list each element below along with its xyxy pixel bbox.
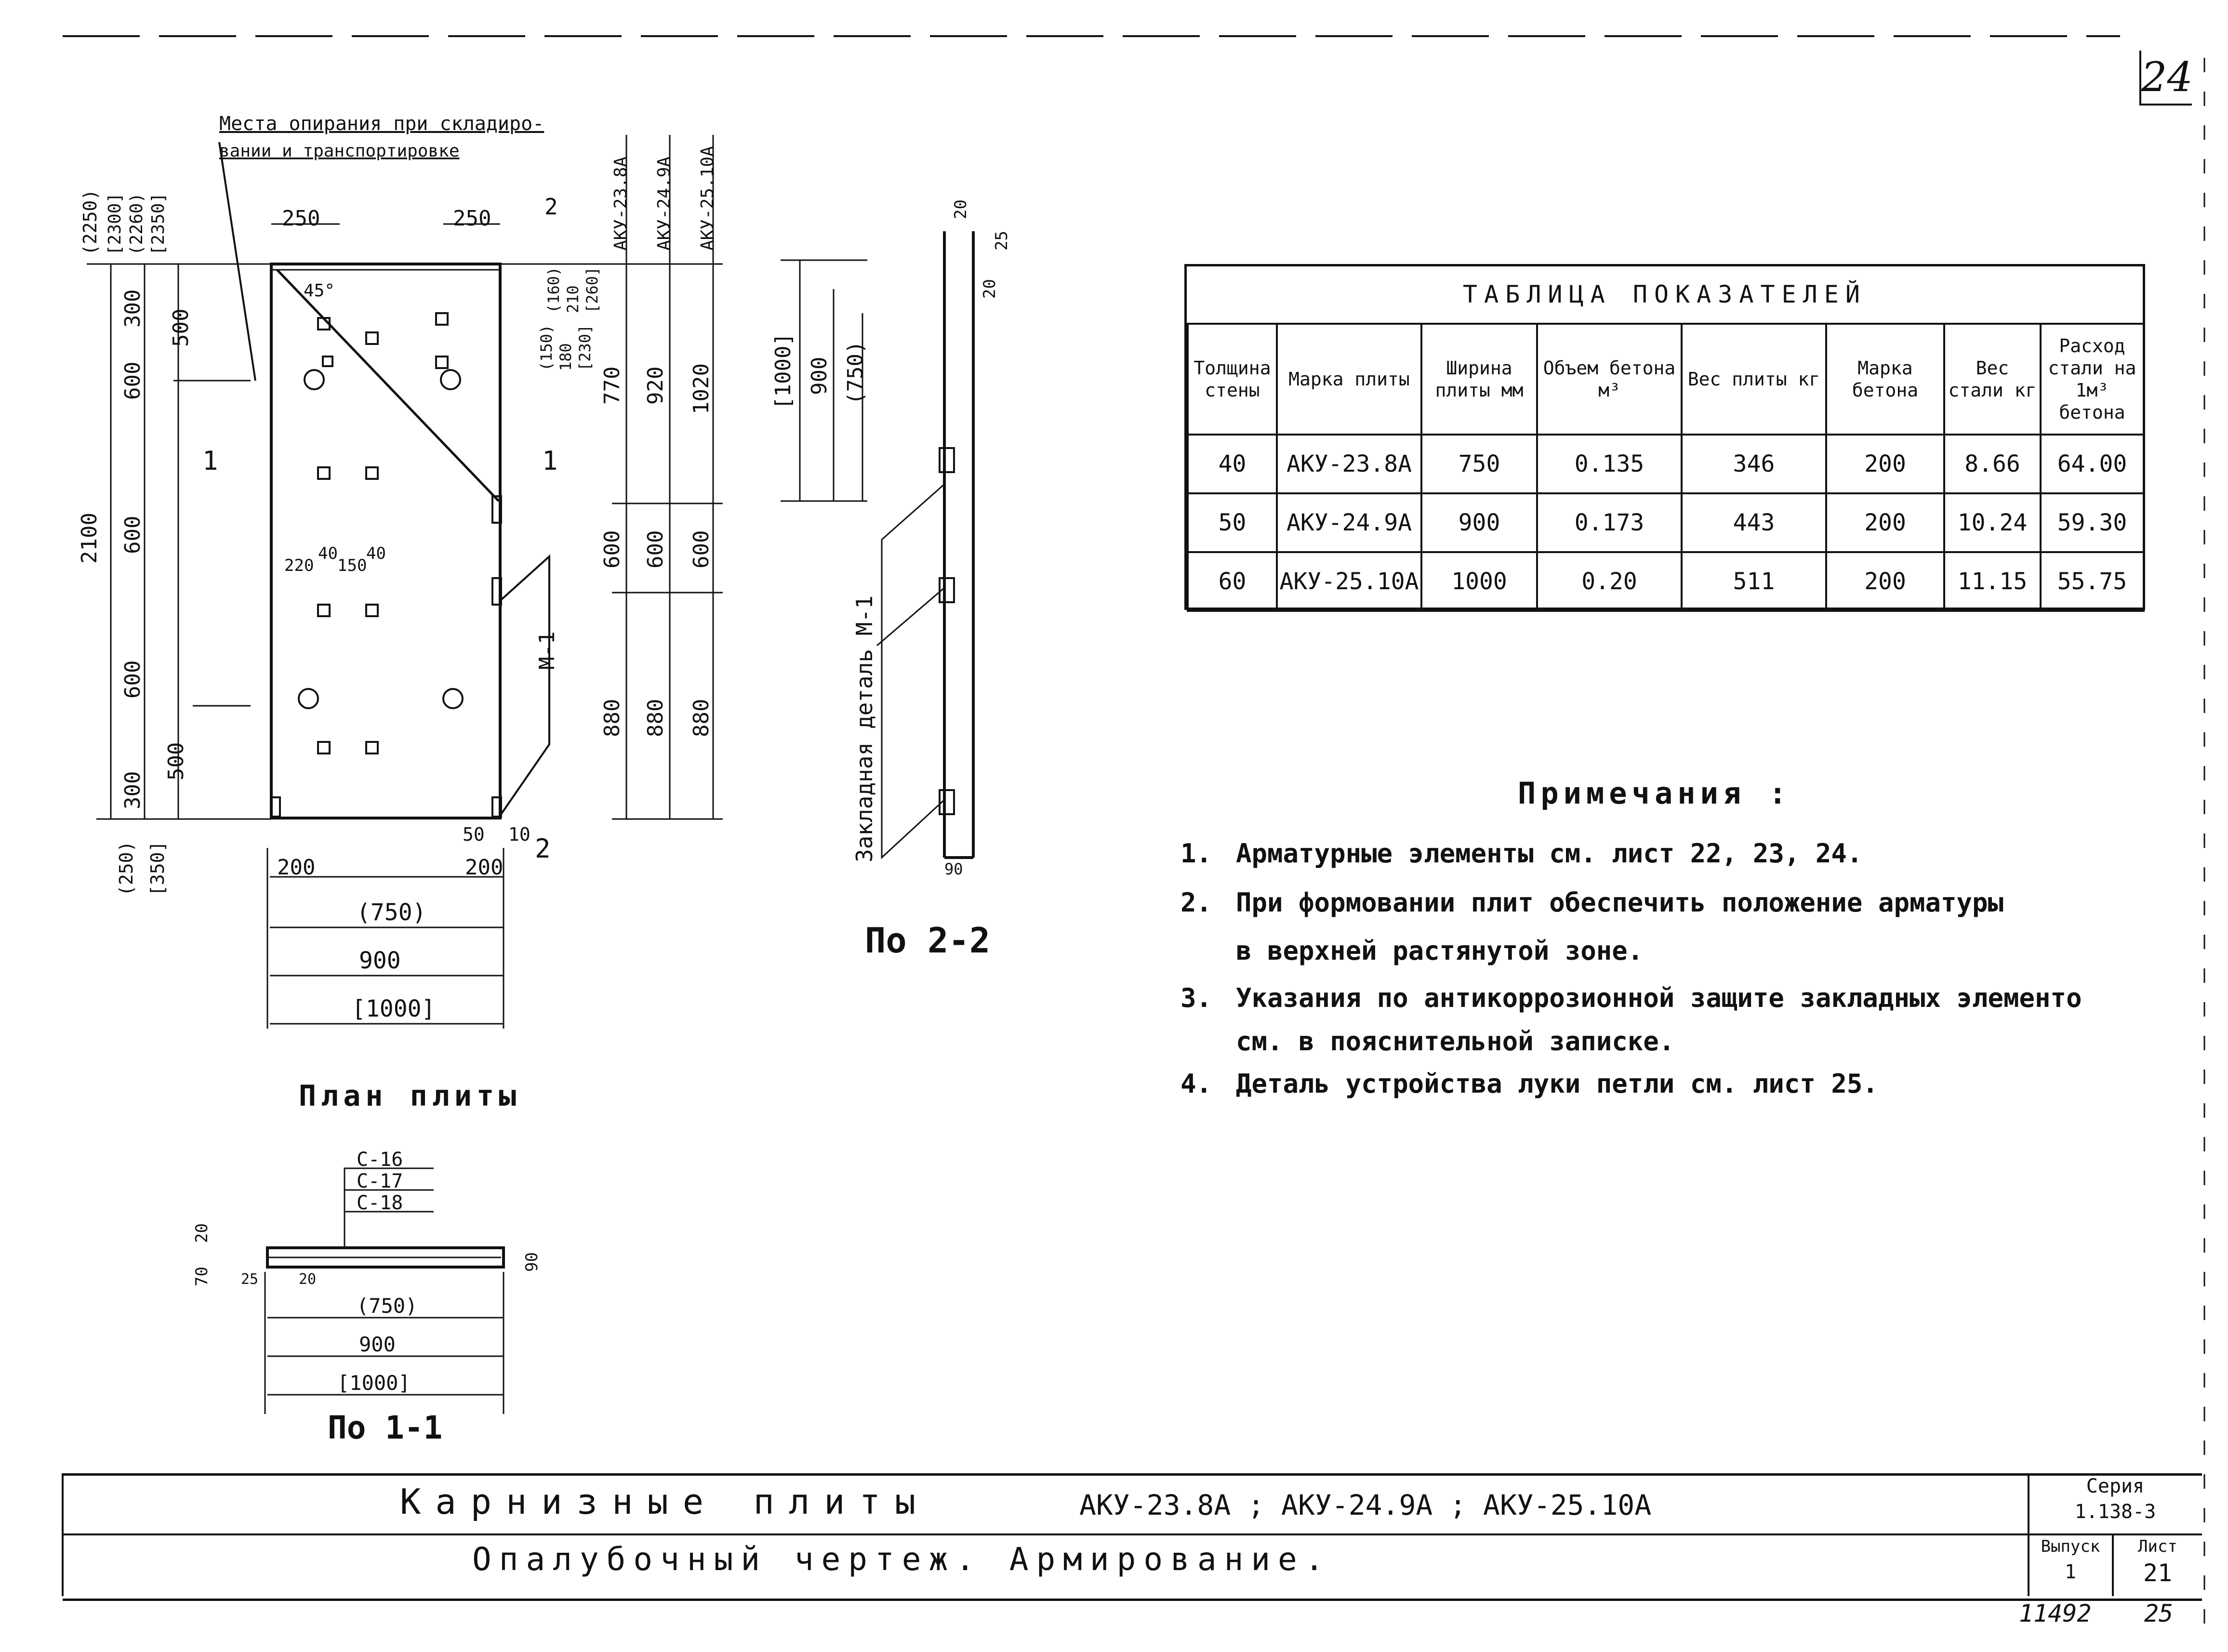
issue-label: Выпуск (2041, 1537, 2100, 1556)
s11-label-c16: С-16 (357, 1149, 403, 1171)
cell: АКУ-23.8А (1277, 435, 1421, 493)
s22-dim-25: 25 (992, 231, 1011, 251)
sheet-number: 24 (2139, 51, 2192, 106)
inner-dim-220: 220 (284, 556, 314, 575)
right-dim-210: 210 (564, 285, 582, 313)
right-dim-1020: 1020 (689, 363, 714, 414)
plan-angle: 45° (304, 281, 335, 301)
diagonal-line (277, 270, 499, 501)
s11-dim-25: 25 (241, 1271, 259, 1288)
sheet-value: 21 (2143, 1559, 2173, 1587)
embedded-mark-plan: М-1 (535, 631, 559, 670)
s11-dim-900: 900 (359, 1333, 396, 1356)
cell: 200 (1826, 493, 1944, 552)
th-concrete-grade: Марка бетона (1826, 324, 1944, 435)
note-3 (1180, 983, 2082, 1013)
note-2 (1180, 887, 2003, 918)
cell: 200 (1826, 435, 1944, 493)
s22-dim-900: 900 (807, 357, 832, 395)
cell: 0.173 (1537, 493, 1682, 552)
left-dim-c: (2260) (127, 192, 146, 255)
series-label: Серия (2086, 1475, 2145, 1497)
right-dim-160: (160) (544, 266, 563, 313)
right-dim-880-c: 880 (689, 699, 714, 737)
s11-label-c17: С-17 (357, 1170, 403, 1192)
note-4-text: Деталь устройства луки петли см. лист 25. (1236, 1069, 1878, 1099)
s11-dim-90: 90 (522, 1252, 542, 1272)
cell: 511 (1682, 552, 1826, 611)
cell: 346 (1682, 435, 1826, 493)
cell: 750 (1421, 435, 1537, 493)
table-row (1188, 552, 2144, 611)
cell: 50 (1188, 493, 1277, 552)
right-dim-880-a: 880 (600, 699, 624, 737)
section-1-1-caption: По 1-1 (328, 1409, 443, 1446)
s11-label-c18: С-18 (357, 1192, 403, 1214)
s22-dim-20-top: 20 (951, 199, 970, 219)
cell: 200 (1826, 552, 1944, 611)
cell: 10.24 (1944, 493, 2041, 552)
cell: 11.15 (1944, 552, 2041, 611)
note-3-text: Указания по антикоррозионной защите закладных элементо (1236, 983, 2082, 1013)
th-volume: Объем бетона м³ (1537, 324, 1682, 435)
section-1-1 (192, 1149, 542, 1414)
left-dim-2100: 2100 (77, 513, 102, 564)
note-3-num: 3. (1180, 983, 1212, 1013)
right-dim-920: 920 (643, 366, 668, 405)
section-mark-left: 1 (202, 446, 218, 476)
right-dim-260: [260] (583, 266, 601, 313)
th-weight: Вес плиты кг (1682, 324, 1826, 435)
th-width: Ширина плиты мм (1421, 324, 1537, 435)
cell: 1000 (1421, 552, 1537, 611)
right-dim-180: 180 (557, 343, 575, 371)
cell: 55.75 (2041, 552, 2144, 611)
s22-embedded-label: Закладная деталь М-1 (851, 595, 877, 862)
table-row (1188, 435, 2144, 493)
s11-dim-70: 70 (192, 1267, 212, 1286)
plan-top-dim-left: 250 (282, 206, 320, 231)
right-dim-600-b: 600 (643, 530, 668, 568)
cell: 8.66 (1944, 435, 2041, 493)
s11-dim-1000: [1000] (337, 1371, 411, 1395)
inner-dim-40a: 40 (318, 544, 338, 563)
note-2-num: 2. (1180, 887, 1212, 918)
table-header-row (1188, 324, 2144, 435)
left-dim-350: [350] (147, 841, 168, 896)
note-3-cont: см. в пояснительной записке. (1236, 1026, 1675, 1057)
left-dim-600-2: 600 (120, 515, 145, 554)
right-dim-600-c: 600 (689, 530, 714, 568)
right-dim-230: [230] (576, 324, 594, 371)
s22-dim-1000: [1000] (771, 333, 796, 410)
bottom-dim-200-right: 200 (465, 855, 504, 880)
s22-dim-90: 90 (944, 860, 963, 878)
cell: АКУ-25.10А (1277, 552, 1421, 611)
mark-aku-25: АКУ-25.10А (698, 146, 717, 251)
plan-width-750: (750) (357, 899, 426, 926)
right-dim-880-b: 880 (643, 699, 668, 737)
plan-caption: План плиты (299, 1079, 521, 1113)
page-number: 25 (2144, 1599, 2174, 1627)
mark-aku-23: АКУ-23.8А (611, 156, 631, 251)
note-4 (1180, 1069, 1878, 1099)
plan-section-mark-top: 2 (544, 194, 558, 220)
right-dim-150: (150) (537, 324, 556, 371)
s22-dim-750: (750) (843, 341, 868, 405)
left-dim-500-bottom: 500 (164, 742, 188, 780)
note-2-cont: в верхней растянутой зоне. (1236, 936, 1644, 966)
left-dim-a: (2250) (80, 189, 101, 255)
cell: 64.00 (2041, 435, 2144, 493)
plan-width-1000: [1000] (352, 995, 436, 1022)
th-thickness: Толщина стены (1188, 324, 1277, 435)
table-title: ТАБЛИЦА ПОКАЗАТЕЛЕЙ (1187, 266, 2143, 325)
th-mark: Марка плиты (1277, 324, 1421, 435)
cell: 40 (1188, 435, 1277, 493)
left-dim-600-1: 600 (120, 361, 145, 400)
notes-title: Примечания : (1518, 776, 1791, 811)
bottom-dim-200-left: 200 (277, 855, 316, 880)
left-dim-d: [2350] (148, 192, 168, 255)
title-line-1-marks: АКУ-23.8А ; АКУ-24.9А ; АКУ-25.10А (1079, 1489, 1652, 1521)
note-1-text: Арматурные элементы см. лист 22, 23, 24. (1236, 838, 1863, 869)
s11-dim-20: 20 (192, 1223, 212, 1243)
indicators-table (1184, 264, 2145, 610)
s22-dim-20: 20 (980, 279, 999, 299)
left-dim-300-bottom: 300 (120, 771, 145, 809)
right-dim-600-a: 600 (600, 530, 624, 568)
plan-outline (271, 264, 500, 818)
plan-width-900: 900 (359, 947, 401, 974)
cell: 443 (1682, 493, 1826, 552)
left-dim-300-top: 300 (120, 289, 145, 328)
left-dim-500-top: 500 (169, 308, 193, 347)
right-dim-770: 770 (600, 366, 624, 405)
left-dim-600-3: 600 (120, 660, 145, 699)
bottom-dim-50: 50 (463, 824, 485, 845)
cell: АКУ-24.9А (1277, 493, 1421, 552)
plan-view (271, 264, 559, 818)
section-mark-right: 1 (542, 446, 558, 476)
th-steel-consumption: Расход стали на 1м³ бетона (2041, 324, 2144, 435)
section-2-2 (771, 199, 1011, 878)
cell: 0.135 (1537, 435, 1682, 493)
cell: 0.20 (1537, 552, 1682, 611)
section-2-2-caption: По 2-2 (865, 920, 991, 961)
note-4-num: 4. (1180, 1069, 1212, 1099)
issue-value: 1 (2064, 1561, 2077, 1583)
table-row (1188, 493, 2144, 552)
sheet-label: Лист (2138, 1537, 2177, 1556)
inner-dim-150: 150 (337, 556, 367, 575)
bottom-dim-10: 10 (508, 824, 530, 845)
s11-dim-750: (750) (357, 1294, 418, 1318)
table-grid (1187, 323, 2145, 612)
cell: 59.30 (2041, 493, 2144, 552)
header-leader (219, 142, 255, 381)
plan-top-dim-right: 250 (453, 206, 491, 231)
cell: 60 (1188, 552, 1277, 611)
inventory-number: 11492 (2019, 1599, 2092, 1627)
series-value: 1.138-3 (2074, 1501, 2156, 1523)
s11-dim-20b: 20 (299, 1271, 317, 1288)
note-2-text: При формовании плит обеспечить положение арматуры (1236, 887, 2004, 918)
note-1-num: 1. (1180, 838, 1212, 869)
th-steel-weight: Вес стали кг (1944, 324, 2041, 435)
section-mark-bottom: 2 (535, 833, 551, 864)
left-dim-b: [2300] (105, 192, 125, 255)
mark-aku-24: АКУ-24.9А (654, 156, 674, 251)
title-line-1: Карнизные плиты (400, 1481, 930, 1522)
inner-dim-40b: 40 (366, 544, 386, 563)
cell: 900 (1421, 493, 1537, 552)
note-1 (1180, 838, 1862, 869)
left-dim-250: (250) (116, 841, 137, 896)
title-line-2: Опалубочный чертеж. Армирование. (472, 1541, 1332, 1578)
header-note-line1: Места опирания при складиро- (219, 113, 544, 135)
header-note-line2: вании и транспортировке (219, 141, 460, 161)
